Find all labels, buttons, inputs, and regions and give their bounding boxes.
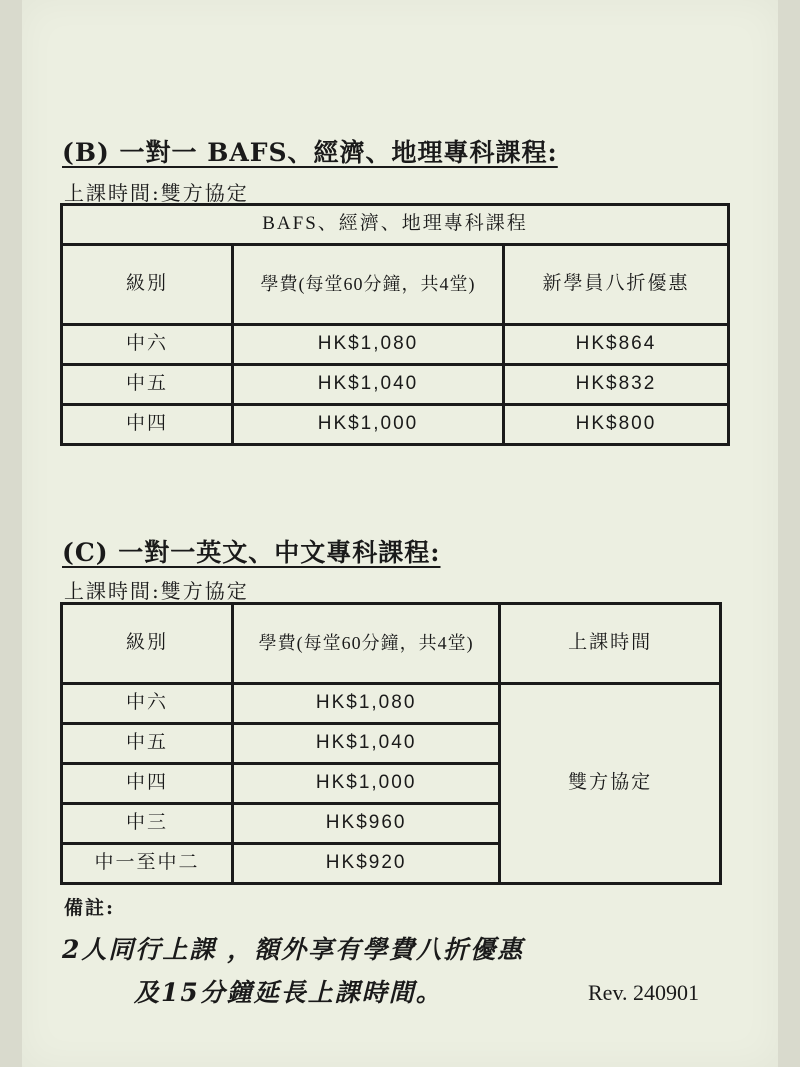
- fee-cell: HK$920: [233, 844, 500, 884]
- level-cell: 中五: [62, 365, 233, 405]
- level-cell: 中六: [62, 325, 233, 365]
- header-fee: 學費(每堂60分鐘，共4堂): [233, 604, 500, 684]
- level-cell: 中四: [62, 405, 233, 445]
- notes-line-1: 2人同行上課 ，額外享有學費八折優惠: [62, 935, 525, 964]
- revision-code: Rev. 240901: [588, 980, 700, 1005]
- level-cell: 中三: [62, 804, 233, 844]
- fee-cell: HK$1,000: [233, 764, 500, 804]
- fee-cell: HK$1,000: [233, 405, 504, 445]
- header-fee: 學費(每堂60分鐘，共4堂): [233, 245, 504, 325]
- header-level: 級別: [62, 245, 233, 325]
- section-b-fee-table: [60, 203, 730, 446]
- table-row: [62, 684, 721, 724]
- header-time: 上課時間: [500, 604, 721, 684]
- fee-cell: HK$1,080: [233, 684, 500, 724]
- table-row: [62, 365, 729, 405]
- section-c-fee-table: [60, 602, 722, 885]
- fee-cell: HK$1,080: [233, 325, 504, 365]
- table-header-row: [62, 245, 729, 325]
- table-header-row: [62, 604, 721, 684]
- level-cell: 中六: [62, 684, 233, 724]
- level-cell: 中一至中二: [62, 844, 233, 884]
- fee-cell: HK$1,040: [233, 365, 504, 405]
- discount-cell: HK$800: [503, 405, 728, 445]
- discount-cell: HK$832: [503, 365, 728, 405]
- level-cell: 中四: [62, 764, 233, 804]
- header-discount: 新學員八折優惠: [503, 245, 728, 325]
- section-b-schedule: 上課時間:雙方協定: [64, 181, 249, 205]
- level-cell: 中五: [62, 724, 233, 764]
- discount-cell: HK$864: [503, 325, 728, 365]
- notes-label: 備註:: [64, 897, 116, 919]
- notes-line-2: 及15分鐘延長上課時間。: [134, 978, 443, 1007]
- fee-cell: HK$1,040: [233, 724, 500, 764]
- table-title-row: [62, 205, 729, 245]
- section-b-heading: (B) 一對一 BAFS、經濟、地理專科課程:: [62, 138, 558, 167]
- time-cell: 雙方協定: [500, 684, 721, 884]
- section-c-schedule: 上課時間:雙方協定: [64, 579, 249, 603]
- table-row: [62, 405, 729, 445]
- table-row: [62, 325, 729, 365]
- table-title: BAFS、經濟、地理專科課程: [62, 205, 729, 245]
- fee-cell: HK$960: [233, 804, 500, 844]
- section-c-heading: (C) 一對一英文、中文專科課程:: [62, 538, 441, 567]
- header-level: 級別: [62, 604, 233, 684]
